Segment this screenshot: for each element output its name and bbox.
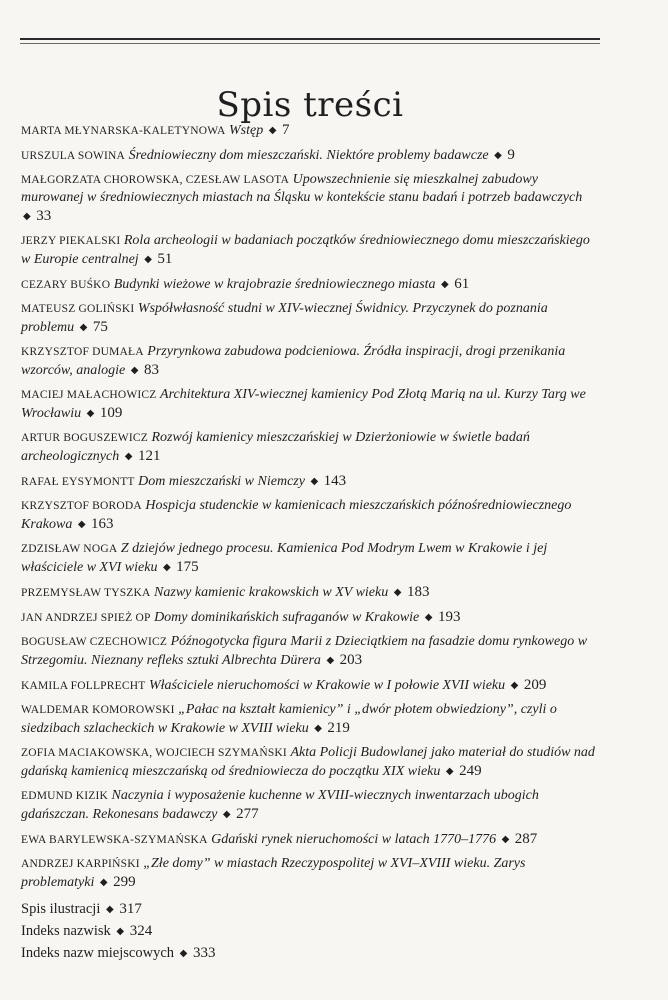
entry-page-number: 33	[36, 208, 52, 224]
diamond-separator-icon: ◆	[494, 150, 502, 161]
entry-page-number: 249	[459, 763, 482, 779]
top-rule-thin	[20, 43, 600, 44]
toc-entry[interactable]	[21, 343, 596, 381]
toc-entry[interactable]	[21, 146, 596, 166]
diamond-separator-icon: ◆	[310, 476, 319, 487]
entry-author: JERZY PIEKALSKI	[21, 235, 121, 247]
entry-page-number: 203	[339, 652, 363, 668]
table-of-contents	[21, 121, 596, 965]
entry-title: Budynki wieżowe w krajobrazie średniowiecznego miasta	[113, 277, 436, 292]
entry-title: Współwłasność studni w XIV-wiecznej Świdnicy. Przyczynek do poznania problemu	[21, 301, 548, 335]
entry-page-number: 163	[91, 516, 114, 532]
diamond-separator-icon: ◆	[326, 655, 335, 666]
back-matter-item[interactable]	[21, 921, 596, 943]
entry-title: Naczynia i wyposażenie kuchenne w XVIII-wiecznych inwentarzach ubogich gdańszczan. Rekonesans badawczy	[21, 788, 539, 822]
diamond-separator-icon: ◆	[86, 408, 95, 419]
entry-author: MAŁGORZATA CHOROWSKA, CZESŁAW LASOTA	[21, 174, 290, 186]
back-matter-page-number: 324	[129, 923, 153, 939]
back-matter-label: Indeks nazwisk	[21, 923, 111, 939]
entry-title: Dom mieszczański w Niemczy	[138, 474, 305, 489]
toc-entry[interactable]	[21, 171, 596, 227]
toc-entry[interactable]	[21, 701, 596, 739]
diamond-separator-icon: ◆	[124, 451, 133, 462]
entry-title: Właściciele nieruchomości w Krakowie w I połowie XVII wieku	[148, 678, 506, 693]
entry-title: Późnogotycka figura Marii z Dzieciątkiem na fasadzie domu rynkowego w Strzegomiu. Nieznany refleks sztuki Albrechta Dürera	[21, 634, 588, 668]
back-matter-label: Spis ilustracji	[21, 901, 101, 917]
diamond-separator-icon: ◆	[268, 125, 277, 136]
diamond-separator-icon: ◆	[441, 279, 449, 290]
entry-title: Z dziejów jednego procesu. Kamienica Pod Modrym Lwem w Krakowie i jej właściciele w XVI wieku	[21, 541, 548, 575]
toc-entries	[21, 121, 596, 893]
back-matter-item[interactable]	[21, 943, 596, 965]
entry-title: Wstęp	[229, 123, 264, 138]
back-matter-label: Indeks nazw miejscowych	[21, 945, 175, 961]
diamond-separator-icon: ◆	[445, 766, 454, 777]
page-title: Spis treści	[216, 84, 404, 125]
diamond-separator-icon: ◆	[23, 211, 31, 222]
entry-author: MATEUSZ GOLIŃSKI	[21, 303, 135, 315]
diamond-separator-icon: ◆	[144, 254, 152, 265]
entry-author: BOGUSŁAW CZECHOWICZ	[21, 636, 168, 648]
entry-page-number: 83	[143, 362, 159, 378]
entry-title: Przyrynkowa zabudowa podcieniowa. Źródła inspiracji, drogi przenikania wzorców, analogie	[21, 344, 566, 378]
toc-entry[interactable]	[21, 830, 596, 850]
entry-author: PRZEMYSŁAW TYSZKA	[21, 587, 151, 599]
entry-title: Nazwy kamienic krakowskich w XV wieku	[154, 585, 389, 600]
diamond-separator-icon: ◆	[501, 834, 510, 845]
entry-page-number: 61	[454, 276, 470, 292]
entry-page-number: 75	[92, 319, 108, 335]
entry-author: CEZARY BUŚKO	[21, 279, 111, 291]
toc-entry[interactable]	[21, 472, 596, 492]
entry-title: Rola archeologii w badaniach początków średniowiecznego domu mieszczańskiego w Europie centralnej	[21, 233, 590, 267]
entry-page-number: 287	[514, 831, 538, 847]
entry-author: ARTUR BOGUSZEWICZ	[21, 432, 148, 444]
entry-author: KRZYSZTOF DUMAŁA	[21, 346, 144, 358]
back-matter-page-number: 317	[119, 901, 142, 917]
back-matter-list	[21, 899, 596, 965]
entry-author: ZOFIA MACIAKOWSKA, WOJCIECH SZYMAŃSKI	[21, 747, 287, 759]
diamond-separator-icon: ◆	[99, 877, 108, 888]
toc-entry[interactable]	[21, 497, 596, 535]
entry-page-number: 9	[507, 147, 515, 163]
entry-page-number: 299	[113, 874, 136, 890]
toc-entry[interactable]	[21, 540, 596, 578]
toc-entry[interactable]	[21, 633, 596, 671]
entry-author: URSZULA SOWINA	[21, 150, 126, 162]
entry-title: Upowszechnienie się mieszkalnej zabudowy murowanej w średniowiecznych miastach na Śląsku w kontekście stanu badań i potrzeb badawczych	[21, 172, 583, 205]
entry-author: JAN ANDRZEJ SPIEŻ OP	[21, 612, 151, 624]
toc-entry[interactable]	[21, 275, 596, 295]
toc-entry[interactable]	[21, 300, 596, 338]
entry-page-number: 143	[323, 473, 347, 489]
back-matter-item[interactable]	[21, 899, 596, 921]
diamond-separator-icon: ◆	[510, 680, 519, 691]
toc-entry[interactable]	[21, 676, 596, 696]
entry-author: KAMILA FOLLPRECHT	[21, 680, 146, 692]
entry-author: EWA BARYLEWSKA-SZYMAŃSKA	[21, 834, 208, 846]
entry-author: KRZYSZTOF BORODA	[21, 500, 142, 512]
entry-page-number: 219	[327, 720, 350, 736]
toc-entry[interactable]	[21, 744, 596, 782]
entry-author: EDMUND KIZIK	[21, 790, 109, 802]
top-rule	[20, 38, 600, 40]
entry-page-number: 109	[99, 405, 123, 421]
entry-page-number: 7	[281, 122, 290, 138]
toc-entry[interactable]	[21, 386, 596, 424]
entry-title: Średniowieczny dom mieszczański. Niektóre problemy badawcze	[128, 148, 489, 163]
entry-page-number: 209	[523, 677, 547, 693]
back-matter-page-number: 333	[192, 945, 216, 961]
toc-entry[interactable]	[21, 608, 596, 628]
entry-title: „Złe domy” w miastach Rzeczypospolitej w XVI–XVIII wieku. Zarys problematyki	[21, 856, 526, 890]
entry-page-number: 175	[176, 559, 199, 575]
entry-author: ZDZISŁAW NOGA	[21, 543, 118, 555]
entry-author: MACIEJ MAŁACHOWICZ	[21, 389, 157, 401]
entry-title: Gdański rynek nieruchomości w latach 1770–1776	[211, 832, 497, 847]
entry-title: Rozwój kamienicy mieszczańskiej w Dzierżoniowie w świetle badań archeologicznych	[21, 430, 530, 464]
entry-page-number: 51	[157, 251, 173, 267]
entry-page-number: 183	[406, 584, 430, 600]
diamond-separator-icon: ◆	[79, 322, 88, 333]
diamond-separator-icon: ◆	[222, 809, 231, 820]
entry-page-number: 121	[137, 448, 161, 464]
entry-title: „Pałac na kształt kamienicy” i „dwór płotem obwiedziony”, czyli o siedzibach szlacheckich w Krakowie w XVIII wieku	[21, 702, 557, 736]
diamond-separator-icon: ◆	[424, 612, 433, 623]
diamond-separator-icon: ◆	[162, 562, 171, 573]
entry-page-number: 193	[437, 609, 461, 625]
diamond-separator-icon: ◆	[314, 723, 322, 734]
diamond-separator-icon: ◆	[179, 948, 188, 959]
entry-author: WALDEMAR KOMOROWSKI	[21, 704, 175, 716]
diamond-separator-icon: ◆	[130, 365, 139, 376]
entry-page-number: 277	[236, 806, 259, 822]
entry-title: Domy dominikańskich sufraganów w Krakowie	[154, 610, 420, 625]
entry-title: Architektura XIV-wiecznej kamienicy Pod Złotą Marią na ul. Kurzy Targ we Wrocławiu	[21, 387, 586, 421]
toc-entry[interactable]	[21, 855, 596, 893]
diamond-separator-icon: ◆	[105, 904, 114, 915]
entry-title: Akta Policji Budowlanej jako materiał do studiów nad gdańską kamienicą mieszczańską od średniowiecza do początku XIX wieku	[21, 745, 595, 779]
toc-entry[interactable]	[21, 429, 596, 467]
entry-title: Hospicja studenckie w kamienicach mieszczańskich późnośredniowiecznego Krakowa	[21, 498, 572, 532]
diamond-separator-icon: ◆	[77, 519, 86, 530]
toc-entry[interactable]	[21, 583, 596, 603]
entry-author: RAFAŁ EYSYMONTT	[21, 476, 135, 488]
diamond-separator-icon: ◆	[116, 926, 125, 937]
toc-entry[interactable]	[21, 232, 596, 270]
toc-entry[interactable]	[21, 787, 596, 825]
entry-author: ANDRZEJ KARPIŃSKI	[21, 858, 140, 870]
diamond-separator-icon: ◆	[393, 587, 402, 598]
toc-entry[interactable]	[21, 121, 596, 141]
entry-author: MARTA MŁYNARSKA-KALETYNOWA	[21, 125, 226, 137]
